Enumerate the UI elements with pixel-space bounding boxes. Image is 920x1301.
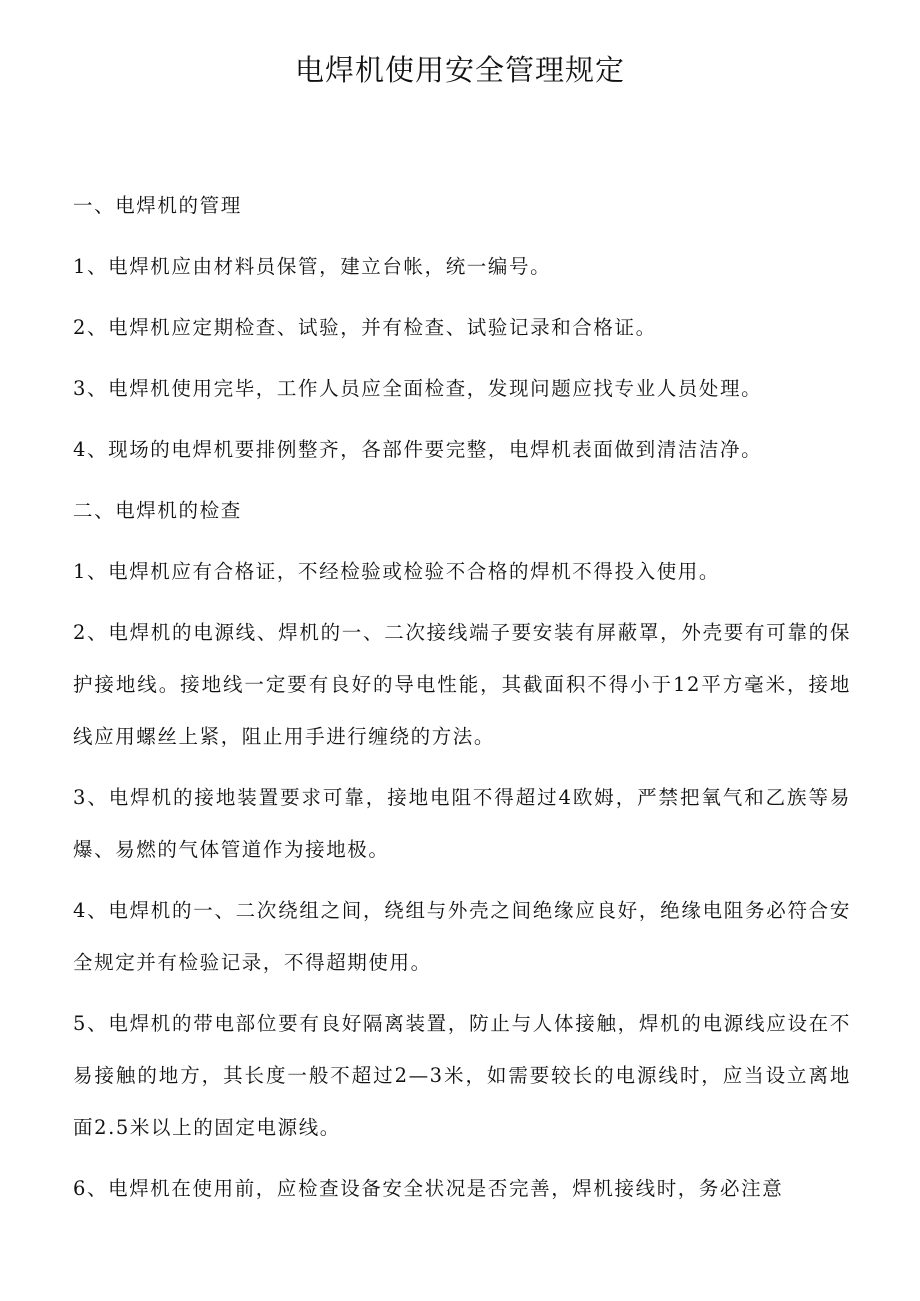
paragraph-inspection-6: 6、电焊机在使用前，应检查设备安全状况是否完善，焊机接线时，务必注意: [73, 1177, 784, 1200]
paragraph-inspection-2: 2、电焊机的电源线、焊机的一、二次接线端子要安装有屏蔽罩，外壳要有可靠的保护接地线。接地线一定要有良好的导电性能，其截面积不得小于12平方毫米，接地线应用螺丝上紧，阻止用手进行缠绕的方法。: [73, 621, 851, 748]
paragraph-inspection-1: 1、电焊机应有合格证，不经检验或检验不合格的焊机不得投入使用。: [73, 560, 721, 583]
document-title: 电焊机使用安全管理规定: [294, 53, 625, 87]
paragraph-management-2: 2、电焊机应定期检查、试验，并有检查、试验记录和合格证。: [73, 316, 657, 339]
paragraph-inspection-3: 3、电焊机的接地装置要求可靠，接地电阻不得超过4欧姆，严禁把氧气和乙族等易爆、易燃的气体管道作为接地极。: [73, 786, 851, 861]
paragraph-inspection-4: 4、电焊机的一、二次绕组之间，绕组与外壳之间绝缘应良好，绝缘电阻务必符合安全规定并有检验记录，不得超期使用。: [73, 899, 851, 974]
paragraph-management-1: 1、电焊机应由材料员保管，建立台帐，统一编号。: [73, 255, 552, 278]
paragraph-management-3: 3、电焊机使用完毕，工作人员应全面检查，发现问题应找专业人员处理。: [73, 377, 763, 400]
document-body: [73, 180, 851, 1224]
section-heading-management: 一、电焊机的管理: [73, 194, 242, 217]
paragraph-inspection-5: 5、电焊机的带电部位要有良好隔离装置，防止与人体接触，焊机的电源线应设在不易接触的地方，其长度一般不超过2—3米，如需要较长的电源线时，应当设立离地面2.5米以上的固定电源线。: [73, 1012, 851, 1139]
paragraph-management-4: 4、现场的电焊机要排例整齐，各部件要完整，电焊机表面做到清洁洁净。: [73, 438, 763, 461]
section-heading-inspection: 二、电焊机的检查: [73, 499, 242, 522]
